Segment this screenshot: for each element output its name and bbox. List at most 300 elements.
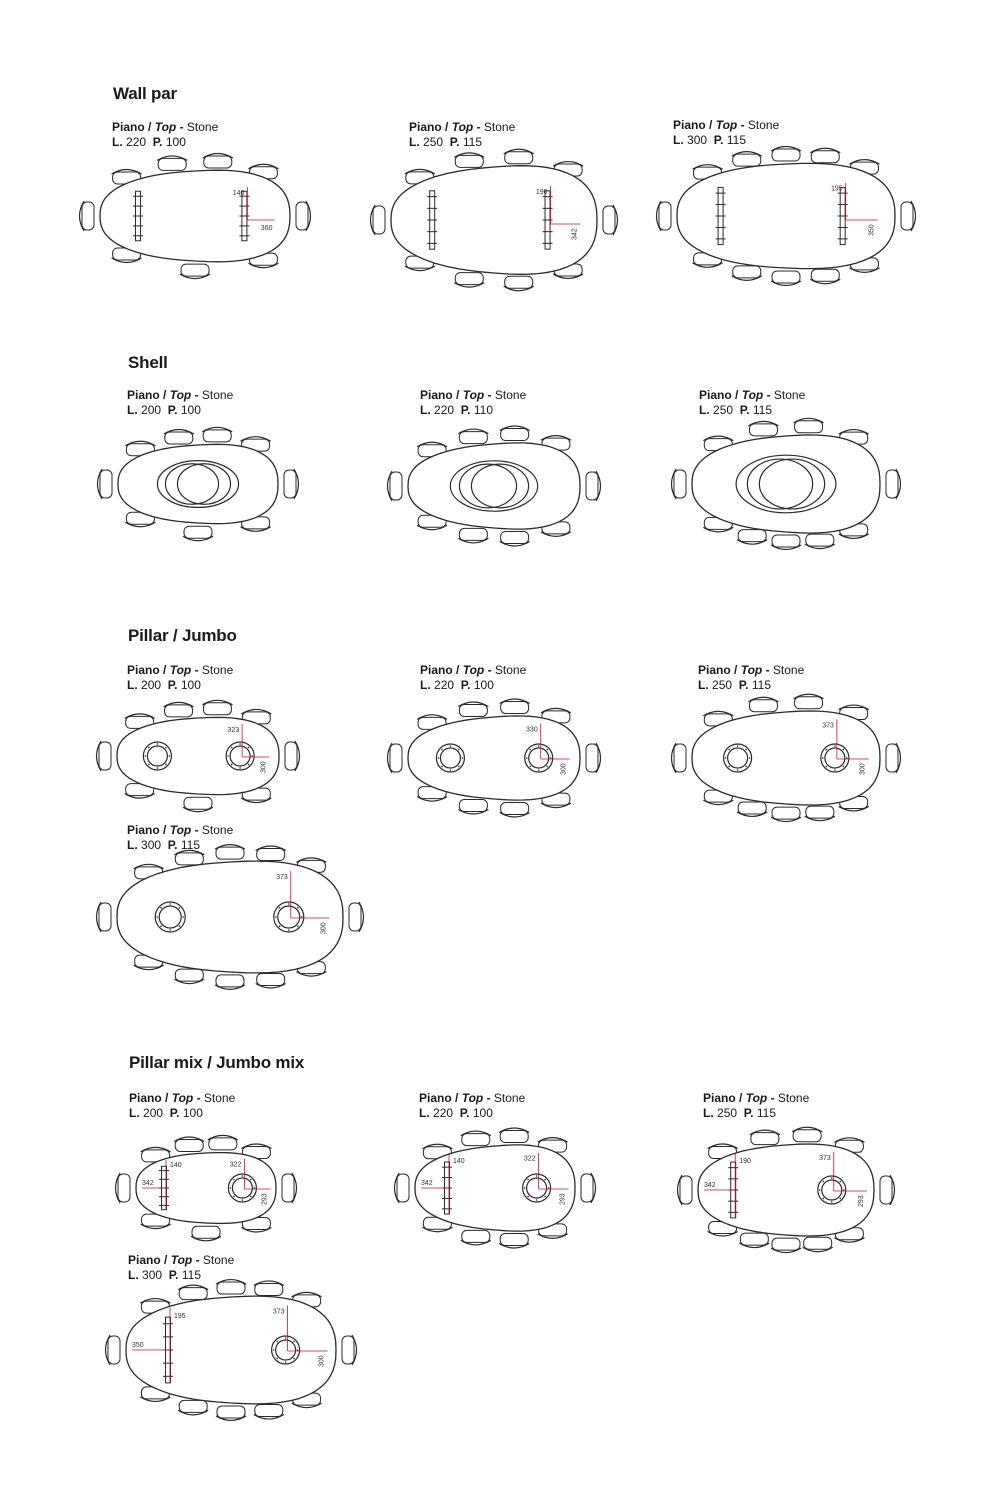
- chair-seat: [179, 1400, 207, 1412]
- spec-length-value: 300: [687, 133, 708, 147]
- spec-depth-label: P.: [167, 403, 178, 417]
- pillar-bolt: [819, 1189, 821, 1191]
- chair: [458, 702, 488, 717]
- chair: [500, 803, 530, 818]
- pillar-bolt: [227, 755, 229, 757]
- pillar-bolt: [160, 907, 162, 909]
- dimension-label: 322: [229, 1161, 242, 1169]
- spec-sep: -: [770, 1091, 775, 1105]
- chair-seat: [179, 1288, 207, 1300]
- spec-depth-label: P.: [449, 135, 460, 149]
- chair: [880, 1175, 895, 1205]
- chair: [603, 205, 618, 235]
- chair: [80, 201, 95, 231]
- chair: [499, 1233, 529, 1248]
- spec-depth-label: P.: [713, 133, 724, 147]
- pillar-bolt: [276, 1358, 278, 1360]
- spec-top: Top: [462, 388, 485, 402]
- pillar-bolt: [524, 1187, 526, 1189]
- chair-seat: [462, 1134, 490, 1146]
- spec-piano: Piano: [127, 388, 160, 402]
- pillar-bolt: [843, 1189, 845, 1191]
- spec-length-label: L.: [127, 678, 138, 692]
- pillar-bolt: [544, 1196, 546, 1198]
- table-plan: [388, 699, 601, 817]
- pillar-bolt: [248, 747, 250, 749]
- pillar-bolt: [737, 745, 739, 747]
- chair-seat: [165, 705, 193, 717]
- pillar-bolt: [548, 1187, 550, 1189]
- spec-depth-value: 115: [180, 838, 200, 852]
- table-plan: [388, 426, 601, 546]
- chair: [886, 469, 901, 499]
- chair: [748, 421, 778, 436]
- dimension-label: 293: [857, 1195, 865, 1207]
- chair: [191, 1226, 221, 1241]
- chair: [97, 902, 112, 932]
- chair-seat: [501, 803, 529, 815]
- chair: [586, 471, 601, 501]
- chair-seat: [82, 202, 94, 230]
- pillar-bolt: [839, 1198, 841, 1200]
- dimension-label: 373: [272, 1308, 285, 1316]
- spec-top: Top: [169, 823, 192, 837]
- pillar-bolt: [831, 1201, 833, 1203]
- dimension-label: 300: [560, 763, 568, 775]
- pillar-bolt: [737, 769, 739, 771]
- chair: [216, 1280, 246, 1295]
- chair-seat: [459, 528, 487, 540]
- spec-piano: Piano: [419, 1091, 452, 1105]
- chair-seat: [342, 1336, 354, 1364]
- chair: [737, 802, 767, 817]
- spec-depth-value: 110: [473, 403, 493, 417]
- spec-material-line: Piano / Top - Stone: [409, 120, 516, 134]
- spec-material: Stone: [772, 663, 805, 677]
- pillar-bolt: [826, 766, 828, 768]
- pillar-bolt: [156, 916, 158, 918]
- chair-seat: [257, 849, 285, 861]
- chair-seat: [209, 1138, 237, 1150]
- spec-top: Top: [169, 388, 192, 402]
- chair-seat: [284, 470, 296, 498]
- spec-depth-value: 115: [751, 678, 771, 692]
- spec-top: Top: [741, 388, 764, 402]
- spec-material-line: Piano / Top - Stone: [698, 663, 805, 677]
- dimension-label: 322: [523, 1155, 536, 1163]
- chair: [500, 531, 530, 546]
- chair-seat: [455, 155, 483, 167]
- dimension-label: 300: [320, 922, 328, 934]
- spec-material: Stone: [483, 120, 516, 134]
- spec-piano: Piano: [112, 120, 145, 134]
- pillar-bolt: [450, 769, 452, 771]
- spec-top: Top: [170, 1253, 193, 1267]
- chair: [208, 1135, 238, 1150]
- spec-sep: -: [765, 663, 770, 677]
- pillar-bolt: [160, 925, 162, 927]
- table-plan: [395, 1128, 596, 1248]
- chair-seat: [100, 470, 112, 498]
- table-top: [100, 170, 290, 262]
- pillar-bolt: [182, 916, 184, 918]
- chair-seat: [772, 807, 800, 819]
- spec-piano: Piano: [127, 663, 160, 677]
- chair: [371, 205, 386, 235]
- spec-depth-label: P.: [167, 838, 178, 852]
- spec-length-label: L.: [420, 678, 431, 692]
- pillar-bolt: [529, 766, 531, 768]
- pillar-bolt: [179, 907, 181, 909]
- chair: [178, 1285, 208, 1300]
- chair-seat: [886, 470, 898, 498]
- spec-depth-label: P.: [168, 1268, 179, 1282]
- spec-material-line: Piano / Top - Stone: [699, 388, 806, 402]
- chair-seat: [733, 266, 761, 278]
- spec-piano: Piano: [699, 388, 732, 402]
- chair: [771, 1238, 801, 1253]
- chair: [886, 743, 901, 773]
- spec-material: Stone: [494, 663, 527, 677]
- spec-material: Stone: [203, 1091, 236, 1105]
- section-title-pillar-jumbo: Pillar / Jumbo: [128, 626, 237, 645]
- chair-seat: [217, 1282, 245, 1294]
- spec-piano: Piano: [698, 663, 731, 677]
- spec-length-value: 250: [712, 678, 733, 692]
- dimension-label: 350: [132, 1342, 144, 1349]
- pillar-bolt: [846, 757, 848, 759]
- pillar-bolt: [231, 764, 233, 766]
- spec-sep: -: [194, 823, 199, 837]
- spec-top: Top: [154, 120, 177, 134]
- spec-sep: -: [476, 120, 481, 134]
- pillar-bolt: [239, 743, 241, 745]
- chair-seat: [674, 744, 686, 772]
- spec-depth-label: P.: [460, 678, 471, 692]
- pillar-bolt: [231, 747, 233, 749]
- section-title-pillar-mix-jumbo-mix: Pillar mix / Jumbo mix: [129, 1053, 305, 1072]
- chair: [296, 201, 311, 231]
- spec-material-line: Piano / Top - Stone: [420, 663, 527, 677]
- chair-seat: [285, 742, 297, 770]
- chair: [500, 699, 530, 714]
- chair: [254, 1405, 284, 1420]
- chair-seat: [216, 847, 244, 859]
- spec-material-line: Piano / Top - Stone: [420, 388, 527, 402]
- pillar-bolt: [165, 764, 167, 766]
- chair: [672, 743, 687, 773]
- table-plan: [97, 845, 364, 990]
- spec-length-value: 250: [717, 1106, 738, 1120]
- spec-material: Stone: [773, 388, 806, 402]
- spec-top: Top: [451, 120, 474, 134]
- pillar-bolt: [293, 1341, 295, 1343]
- chair-seat: [581, 1174, 593, 1202]
- chair-seat: [501, 429, 529, 441]
- spec-sep: -: [487, 663, 492, 677]
- chair-seat: [880, 1176, 892, 1204]
- pillar-bolt: [179, 925, 181, 927]
- pillar-bolt: [550, 757, 552, 759]
- chair-seat: [462, 1230, 490, 1242]
- chair: [499, 1128, 529, 1143]
- table-top: [408, 716, 580, 800]
- spec-material: Stone: [202, 1253, 235, 1267]
- pillar-bolt: [279, 907, 281, 909]
- spec-piano: Piano: [420, 388, 453, 402]
- spec-piano: Piano: [673, 118, 706, 132]
- spec-material-line: Piano / Top - Stone: [419, 1091, 526, 1105]
- dimension-label: 190: [739, 1158, 751, 1165]
- pillar-bolt: [822, 757, 824, 759]
- dimension-label: 342: [421, 1180, 433, 1187]
- table-plan: [97, 700, 300, 811]
- chair: [586, 743, 601, 773]
- spec-material-line: Piano / Top - Stone: [703, 1091, 810, 1105]
- spec-depth-value: 100: [472, 1106, 493, 1120]
- spec-length-label: L.: [673, 133, 684, 147]
- spec-material: Stone: [201, 388, 234, 402]
- chair: [737, 530, 767, 545]
- pillar-bolt: [749, 757, 751, 759]
- dimension-label: 342: [571, 228, 579, 240]
- chair: [388, 743, 403, 773]
- spec-top: Top: [169, 663, 192, 677]
- spec-depth-label: P.: [152, 135, 163, 149]
- spec-depth-label: P.: [460, 403, 471, 417]
- table-plan: [116, 1135, 297, 1240]
- chair: [116, 1173, 131, 1203]
- spec-piano: Piano: [129, 1091, 162, 1105]
- spec-length-value: 300: [141, 838, 162, 852]
- dimension-label: 140: [232, 190, 245, 198]
- chair-seat: [108, 1336, 120, 1364]
- dimension-label: 195: [830, 185, 843, 193]
- pillar-bolt: [276, 1341, 278, 1343]
- chair-seat: [459, 432, 487, 444]
- table-plan: [80, 153, 311, 278]
- spec-material-line: Piano / Top - Stone: [112, 120, 219, 134]
- table-plan: [678, 1127, 895, 1252]
- chair-seat: [505, 152, 533, 164]
- chair-seat: [751, 1133, 779, 1145]
- chair-seat: [459, 800, 487, 812]
- chair: [805, 806, 835, 821]
- chair: [180, 264, 210, 279]
- chair-seat: [772, 1238, 800, 1250]
- chair-seat: [203, 430, 231, 442]
- chair: [203, 153, 233, 168]
- chair: [748, 697, 778, 712]
- spec-piano: Piano: [127, 823, 160, 837]
- spec-length-value: 220: [126, 135, 147, 149]
- pillar-bolt: [527, 1196, 529, 1198]
- chair: [803, 1237, 833, 1252]
- spec-material: Stone: [201, 823, 234, 837]
- chair-seat: [204, 156, 232, 168]
- chair: [174, 969, 204, 984]
- chair-seat: [674, 470, 686, 498]
- chair-seat: [397, 1174, 409, 1202]
- chair: [174, 850, 204, 865]
- spec-piano: Piano: [409, 120, 442, 134]
- section-title-wall-par: Wall par: [113, 84, 177, 103]
- chair-seat: [184, 797, 212, 809]
- spec-depth-value: 115: [462, 135, 482, 149]
- chair: [98, 469, 113, 499]
- dimension-label: 300: [318, 1355, 326, 1367]
- spec-length-value: 200: [141, 678, 162, 692]
- spec-length-label: L.: [419, 1106, 430, 1120]
- dimension-label: 373: [819, 1155, 831, 1163]
- pillar-bolt: [288, 903, 290, 905]
- spec-top: Top: [462, 663, 485, 677]
- spec-length-value: 200: [141, 403, 162, 417]
- pillar-bolt: [148, 747, 150, 749]
- spec-depth-label: P.: [743, 1106, 754, 1120]
- chair: [282, 1173, 297, 1203]
- spec-piano: Piano: [703, 1091, 736, 1105]
- pillar-bolt: [826, 749, 828, 751]
- spec-sep: -: [766, 388, 771, 402]
- pillar-bolt: [230, 1187, 232, 1189]
- dimension-label: 190: [535, 189, 548, 197]
- chair-seat: [586, 744, 598, 772]
- chair-seat: [349, 903, 361, 931]
- spec-length-label: L.: [698, 678, 709, 692]
- pillar-bolt: [248, 764, 250, 766]
- chair: [284, 469, 299, 499]
- pillar-bolt: [834, 745, 836, 747]
- table-plan: [672, 694, 901, 821]
- dimension-label: 342: [142, 1180, 154, 1187]
- table-top: [117, 861, 343, 973]
- spec-length-label: L.: [128, 1268, 139, 1282]
- table-plan: [672, 418, 901, 549]
- dimension-label: 293: [261, 1193, 269, 1205]
- spec-depth-label: P.: [167, 678, 178, 692]
- spec-top: Top: [715, 118, 738, 132]
- chair: [183, 526, 213, 541]
- spec-material: Stone: [747, 118, 780, 132]
- spec-material: Stone: [493, 1091, 526, 1105]
- pillar-bolt: [450, 745, 452, 747]
- chair: [256, 973, 286, 988]
- pillar-bolt: [157, 767, 159, 769]
- spec-depth-label: P.: [738, 678, 749, 692]
- pillar-bolt: [822, 1181, 824, 1183]
- spec-material-line: Piano / Top - Stone: [127, 663, 234, 677]
- pillar-bolt: [273, 1349, 275, 1351]
- chair-seat: [901, 202, 913, 230]
- chair-seat: [99, 903, 111, 931]
- chair-seat: [603, 206, 615, 234]
- chair: [792, 1127, 822, 1142]
- chair: [581, 1173, 596, 1203]
- chair: [202, 427, 232, 442]
- pillar-bolt: [288, 929, 290, 931]
- chair: [678, 1175, 693, 1205]
- pillar-bolt: [169, 755, 171, 757]
- chair: [256, 846, 286, 861]
- spec-depth-value: 115: [756, 1106, 776, 1120]
- chair: [216, 1406, 246, 1421]
- pillar-bolt: [242, 1199, 244, 1201]
- pillar-bolt: [145, 755, 147, 757]
- pillar-bolt: [233, 1196, 235, 1198]
- chair: [97, 741, 112, 771]
- chair-seat: [793, 1130, 821, 1142]
- chair-seat: [500, 1131, 528, 1143]
- spec-material-line: Piano / Top - Stone: [673, 118, 780, 132]
- pillar-bolt: [250, 1196, 252, 1198]
- table-top: [118, 444, 278, 523]
- pillar-bolt: [165, 747, 167, 749]
- dimension-label: 293: [559, 1193, 567, 1205]
- chair-seat: [795, 697, 823, 709]
- chair-seat: [772, 149, 800, 161]
- pillar-bolt: [538, 769, 540, 771]
- chair: [285, 741, 300, 771]
- chair-seat: [99, 742, 111, 770]
- spec-length-value: 220: [433, 1106, 454, 1120]
- spec-depth-value: 100: [180, 678, 201, 692]
- spec-length-label: L.: [409, 135, 420, 149]
- spec-sep: -: [194, 663, 199, 677]
- chair-seat: [806, 534, 834, 546]
- pillar-bolt: [527, 1179, 529, 1181]
- dimension-label: 350: [868, 224, 876, 236]
- chair: [810, 148, 840, 163]
- chair-seat: [772, 271, 800, 283]
- pillar-bolt: [834, 769, 836, 771]
- chair: [750, 1130, 780, 1145]
- pillar-bolt: [239, 767, 241, 769]
- spec-length-label: L.: [127, 838, 138, 852]
- chair: [157, 156, 187, 171]
- chair: [202, 700, 232, 715]
- table-top: [692, 435, 880, 533]
- dimension-label: 300: [859, 763, 867, 775]
- chair: [739, 1233, 769, 1248]
- chair-seat: [738, 802, 766, 814]
- chair: [771, 271, 801, 286]
- chair: [810, 269, 840, 284]
- pillar-bolt: [536, 1175, 538, 1177]
- spec-length-label: L.: [112, 135, 123, 149]
- chair-seat: [455, 273, 483, 285]
- chair-seat: [373, 206, 385, 234]
- chair-seat: [257, 973, 285, 985]
- pillar-bolt: [843, 766, 845, 768]
- pillar-bolt: [242, 1175, 244, 1177]
- chair: [672, 469, 687, 499]
- chair-seat: [184, 526, 212, 538]
- chair-seat: [680, 1176, 692, 1204]
- spec-length-value: 220: [434, 403, 455, 417]
- spec-piano: Piano: [128, 1253, 161, 1267]
- spec-length-value: 250: [423, 135, 444, 149]
- chair-seat: [255, 1283, 283, 1295]
- chair: [254, 1281, 284, 1296]
- pillar-bolt: [157, 743, 159, 745]
- spec-length-value: 220: [434, 678, 455, 692]
- pillar-bolt: [831, 1177, 833, 1179]
- chair: [342, 1335, 357, 1365]
- chair-seat: [500, 1233, 528, 1245]
- pillar-bolt: [538, 745, 540, 747]
- pillar-bolt: [745, 749, 747, 751]
